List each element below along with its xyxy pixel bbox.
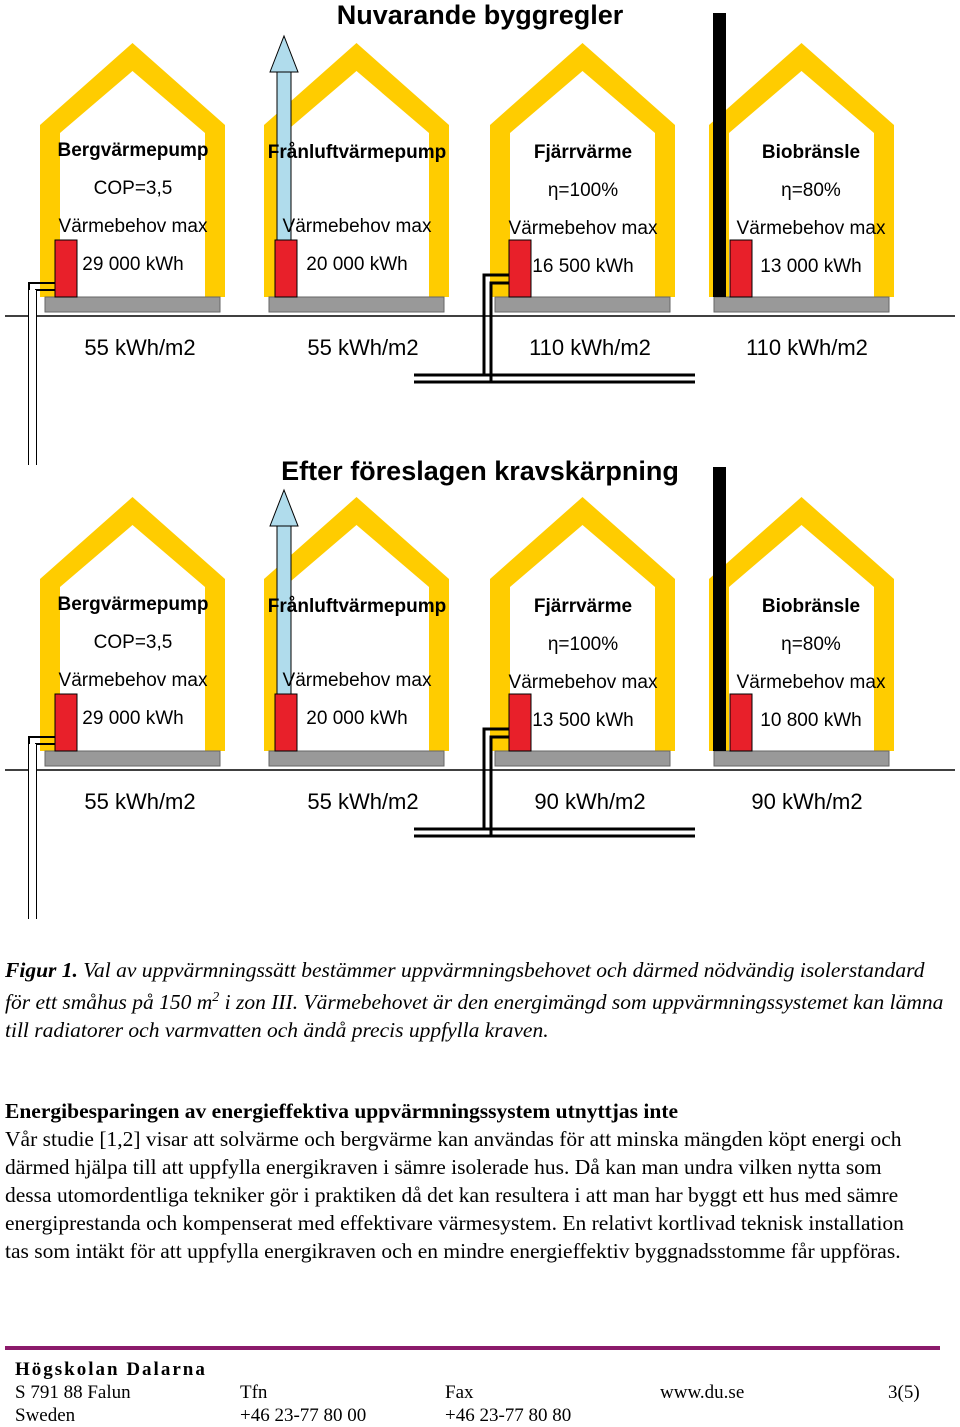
floor-slab (495, 751, 670, 766)
floor-slab (45, 297, 220, 312)
house-name: Bergvärmepump (57, 594, 209, 615)
house-demand-value: 29 000 kWh (82, 708, 184, 729)
house-demand-value: 16 500 kWh (532, 256, 634, 277)
figure-caption-sup: 2 (212, 990, 220, 1005)
footer-fax: +46 23-77 80 80 (445, 1405, 572, 1426)
house-demand-label: Värmebehov max (58, 670, 208, 691)
house-param: COP=3,5 (93, 178, 173, 199)
house-demand-label: Värmebehov max (508, 672, 658, 693)
house-param: η=80% (781, 634, 841, 655)
figure-caption-label: Figur 1. (5, 958, 78, 982)
floor-slab (714, 297, 889, 312)
footer-page-number: 3(5) (888, 1382, 920, 1403)
section-body: Vår studie [1,2] visar att solvärme och bergvärme kan användas för att minska mängden köpt energi och därmed hjälpa till att uppfylla energikraven i sämre isolerade hus. Då kan man undra vilken nytta som dessa utomordentliga tekniker gör i praktiken då det kan resultera i att man har byggt ett hus med sämre energiprestanda och kompenserat med effektivare värmesystem. En relativt kortlivad teknisk installation tas som intäkt för att uppfylla energikraven och en mindre energieffektiv byggnadsstomme får uppföras. (5, 1127, 904, 1263)
footer-fax-label: Fax (445, 1382, 474, 1403)
footer-address-2: Sweden (15, 1405, 76, 1426)
footer-web-link[interactable]: www.du.se (660, 1382, 745, 1403)
figure-caption (5, 956, 945, 1044)
floor-slab (269, 751, 444, 766)
house-param: COP=3,5 (93, 632, 173, 653)
house-name: Biobränsle (761, 142, 861, 163)
house-name: Biobränsle (761, 596, 861, 617)
house-name: Fjärrvärme (533, 596, 633, 617)
section (5, 1097, 930, 1265)
house-demand-value: 20 000 kWh (306, 254, 408, 275)
house-demand-value: 13 000 kWh (760, 256, 862, 277)
borehole (29, 744, 36, 919)
house-demand-value: 10 800 kWh (760, 710, 862, 731)
house-param: η=100% (547, 180, 619, 201)
house-demand-label: Värmebehov max (58, 216, 208, 237)
house-specific-demand: 110 kWh/m2 (529, 335, 651, 360)
floor-slab (714, 751, 889, 766)
house-demand-label: Värmebehov max (736, 218, 886, 239)
figure-title-bottom: Efter föreslagen kravskärpning (281, 456, 679, 486)
ventilation-arrow (270, 490, 298, 526)
section-heading: Energibesparingen av energieffektiva uppvärmningssystem utnyttjas inte (5, 1099, 679, 1123)
footer-address-1: S 791 88 Falun (15, 1382, 131, 1403)
house-name: Bergvärmepump (57, 140, 209, 161)
floor-slab (45, 751, 220, 766)
house-demand-label: Värmebehov max (508, 218, 658, 239)
house-specific-demand: 110 kWh/m2 (746, 335, 868, 360)
borehole (29, 290, 36, 465)
house-specific-demand: 55 kWh/m2 (84, 335, 196, 360)
figure-caption-text-2: i zon III. Värmebehovet är den energimängd som uppvärmningssystemet kan lämna till radiatorer och varmvatten och ändå precis uppfylla kraven. (5, 990, 944, 1043)
house-specific-demand: 55 kWh/m2 (84, 789, 196, 814)
ventilation-arrow (270, 36, 298, 72)
footer-rule (5, 1346, 940, 1350)
house-specific-demand: 55 kWh/m2 (307, 789, 419, 814)
house-demand-value: 13 500 kWh (532, 710, 634, 731)
house-param: η=80% (781, 180, 841, 201)
house-demand-value: 29 000 kWh (82, 254, 184, 275)
figure-title-top: Nuvarande byggregler (336, 0, 624, 30)
figure-caption-text-1: Val av uppvärmningssätt bestämmer uppvärmningsbehovet och därmed nödvändig isolerstandard för ett småhus på 150 m (5, 958, 925, 1015)
footer-institution: Högskolan Dalarna (15, 1359, 207, 1380)
footer-tel: +46 23-77 80 00 (240, 1405, 367, 1426)
floor-slab (269, 297, 444, 312)
house-demand-label: Värmebehov max (282, 216, 432, 237)
house-specific-demand: 55 kWh/m2 (307, 335, 419, 360)
house-demand-label: Värmebehov max (736, 672, 886, 693)
house-demand-value: 20 000 kWh (306, 708, 408, 729)
floor-slab (495, 297, 670, 312)
house-name: Frånluftvärmepump (267, 142, 447, 163)
house-specific-demand: 90 kWh/m2 (751, 789, 863, 814)
footer-tel-label: Tfn (240, 1382, 268, 1403)
house-name: Fjärrvärme (533, 142, 633, 163)
house-name: Frånluftvärmepump (267, 596, 447, 617)
house-demand-label: Värmebehov max (282, 670, 432, 691)
house-specific-demand: 90 kWh/m2 (534, 789, 646, 814)
house-param: η=100% (547, 634, 619, 655)
